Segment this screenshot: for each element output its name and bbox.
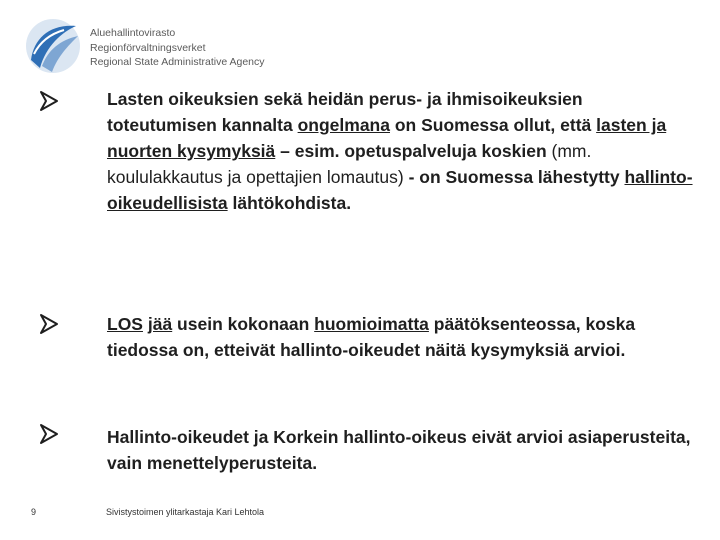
text-segment: lähtökohdista. (227, 193, 352, 213)
text-segment: – esim. opetuspalveluja koskien (275, 141, 552, 161)
arrow-bullet-icon (38, 90, 60, 112)
arrow-bullet-icon (38, 423, 60, 445)
text-segment: hallinto-oikeudellisista (107, 167, 693, 213)
bullet-text-1 (107, 86, 697, 216)
text-segment: - on Suomessa lähestytty (403, 167, 625, 187)
agency-name-fi: Aluehallintovirasto (90, 27, 176, 39)
text-segment: huomioimatta (314, 314, 429, 334)
text-segment: Hallinto-oikeudet ja Korkein hallinto-oikeus eivät arvioi asiaperusteita, vain menettelyperusteita. (107, 427, 691, 473)
text-segment: usein kokonaan (172, 314, 315, 334)
text-segment: Lasten oikeuksien sekä heidän perus- ja ihmisoikeuksien toteutumisen kannalta (107, 89, 583, 135)
text-segment: (mm. koululakkautus ja opettajien lomautus) (107, 141, 592, 187)
avi-logo-icon (22, 16, 84, 78)
text-segment: jää (147, 314, 173, 334)
agency-name-sv: Regionförvaltningsverket (90, 41, 206, 54)
agency-name-en: Regional State Administrative Agency (90, 56, 265, 68)
text-segment: ongelmana (297, 115, 390, 135)
slide-number: 9 (31, 507, 37, 517)
arrow-bullet-icon (38, 313, 60, 335)
agency-name (90, 26, 265, 70)
bullet-text-2 (107, 311, 697, 363)
text-segment: päätöksenteossa, koska tiedossa on, etteivät hallinto-oikeudet näitä kysymyksiä arvioi. (107, 314, 636, 360)
footer-author: Sivistystoimen ylitarkastaja Kari Lehtola (106, 507, 265, 517)
text-segment: lasten ja nuorten kysymyksiä (107, 115, 667, 161)
bullet-text-3 (107, 424, 697, 476)
text-segment: LOS (107, 314, 143, 334)
text-segment: on Suomessa ollut, että (389, 115, 597, 135)
